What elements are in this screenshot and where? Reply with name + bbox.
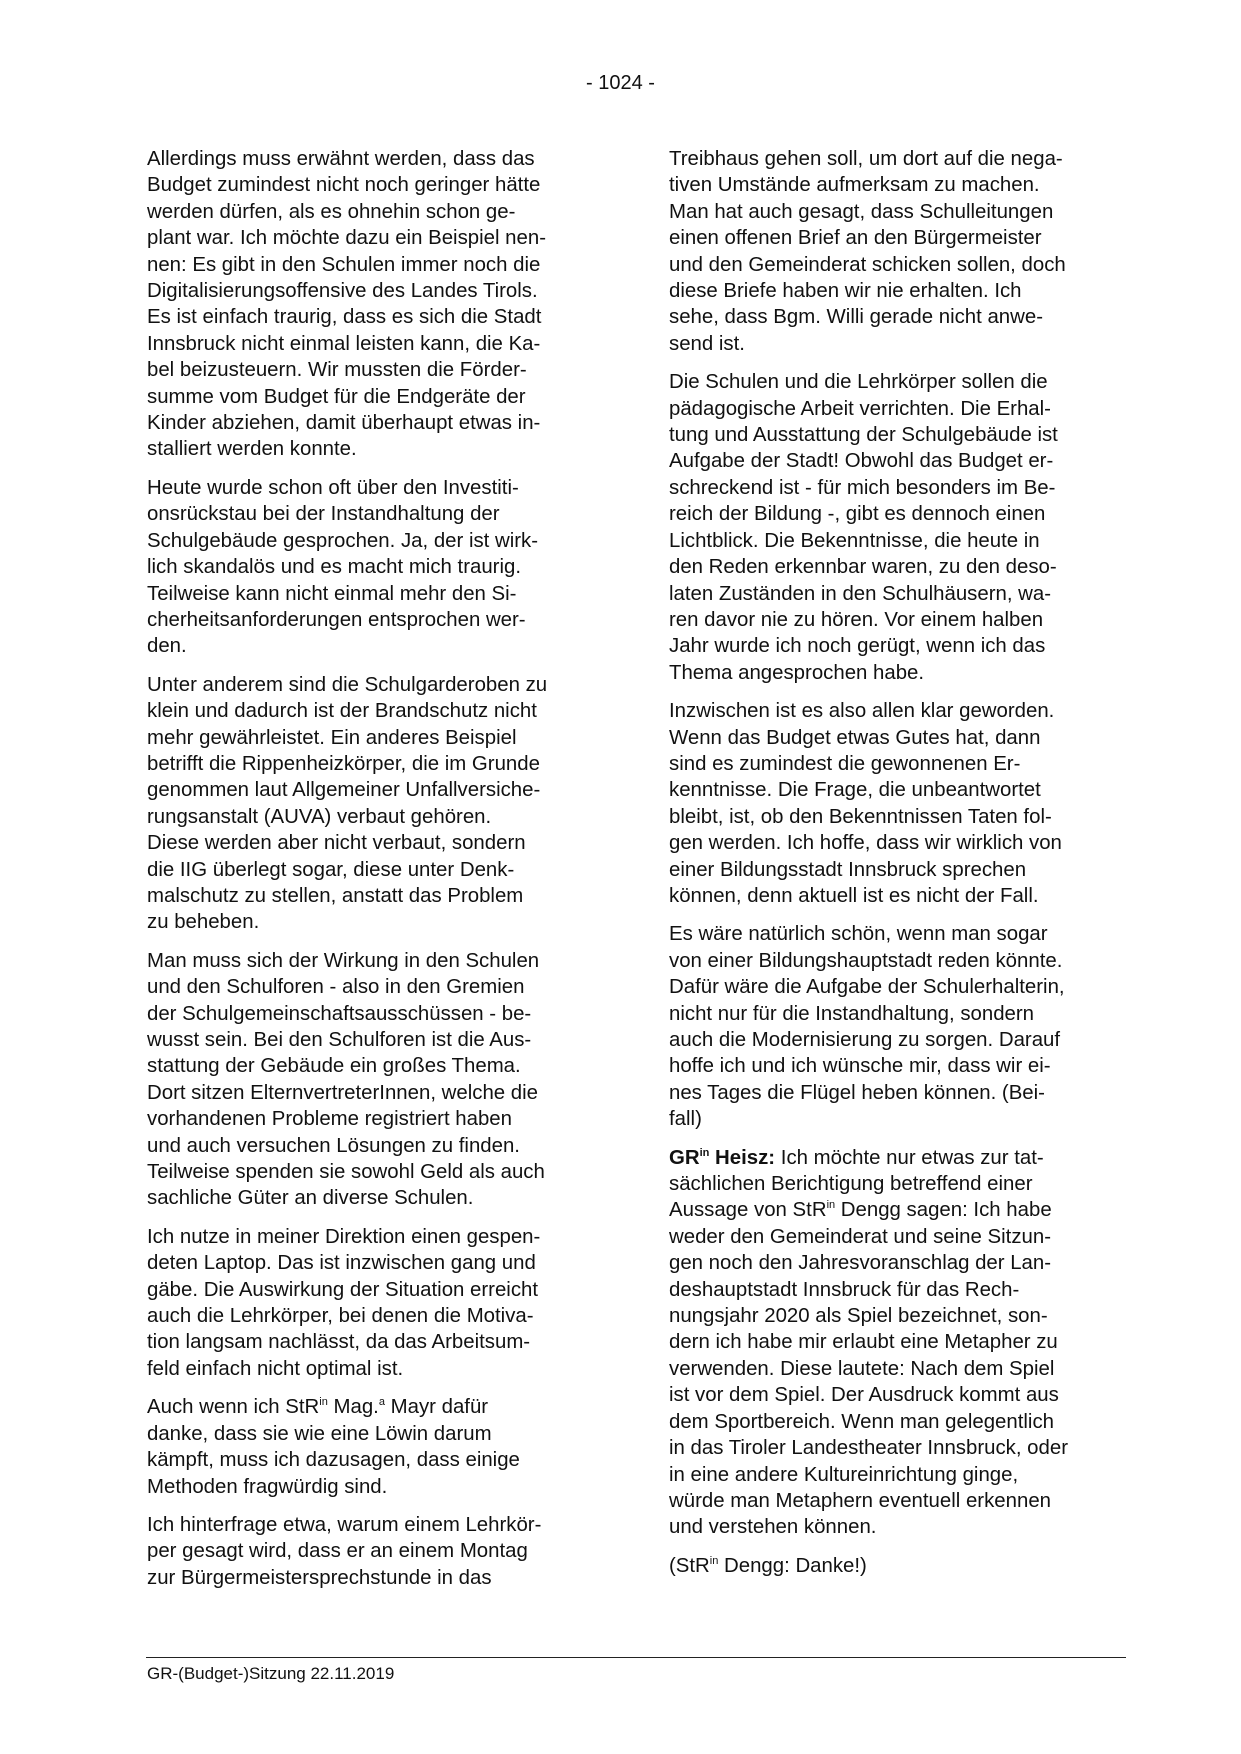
paragraph-mayr xyxy=(147,1394,599,1500)
text-run: Ich möchte nur etwas zur tat- sächlichen Berichtigung betreffend einer Aussage von StR xyxy=(669,1146,1044,1222)
paragraph: Inzwischen ist es also allen klar geworden. Wenn das Budget etwas Gutes hat, dann sind es zumindest die gewonnenen Er- kenntnisse. Die Frage, die unbeantwortet bleibt, ist, ob den Bekenntnissen Taten fol- gen werden. Ich hoffe, dass wir wirklich von einer Bildungsstadt Innsbruck sprechen können, denn aktuell ist es nicht der Fall. xyxy=(669,700,1062,907)
superscript: in xyxy=(709,1554,719,1567)
superscript: in xyxy=(826,1199,836,1212)
superscript: in xyxy=(319,1396,328,1409)
footer-divider xyxy=(146,1657,1126,1658)
text-run: Dengg sagen: Ich habe weder den Gemeinderat und seine Sitzun- gen noch den Jahresvoranschlag der Lan- deshauptstadt Innsbruck für das Rech- nungsjahr 2020 als Spiel bezeichnet, son- dern ich habe mir erlaubt eine Metapher zu verwenden. Diese lautete: Nach dem Spiel ist vor dem Spiel. Der Ausdruck kommt aus dem Sportbereich. Wenn man gelegentlich in das Tiroler Landestheater Innsbruck, oder in eine andere Kultureinrichtung ginge, würde man Metaphern eventuell erkennen und verstehen können. xyxy=(669,1199,1068,1539)
page-number: - 1024 - xyxy=(586,72,655,94)
speaker-name xyxy=(669,1147,775,1169)
text-run: Mag. xyxy=(327,1396,379,1419)
paragraph: Allerdings muss erwähnt werden, dass das Budget zumindest nicht noch geringer hätte werden dürfen, als es ohnehin schon ge- plant war. Ich möchte dazu ein Beispiel nen- nen: Es gibt in den Schulen immer noch die Digitalisierungsoffensive des Landes Tirols. Es ist einfach traurig, dass es sich die Stadt Innsbruck nicht einmal leisten kann, die Ka- bel beizusteuern. Wir mussten die Förder- summe vom Budget für die Endgeräte der Kinder abziehen, damit überhaupt etwas in- stalliert werden konnte. xyxy=(147,148,546,461)
text-run: GR xyxy=(669,1146,700,1169)
paragraph: Treibhaus gehen soll, um dort auf die nega- tiven Umstände aufmerksam zu machen. Man hat auch gesagt, dass Schulleitungen einen offenen Brief an den Bürgermeister und den Gemeinderat schicken sollen, doch diese Briefe haben wir nie erhalten. Ich sehe, dass Bgm. Willi gerade nicht anwe- send ist. xyxy=(669,148,1066,355)
left-column xyxy=(147,146,599,1603)
superscript: a xyxy=(378,1396,385,1409)
paragraph: Man muss sich der Wirkung in den Schulen und den Schulforen - also in den Gremien der Schulgemeinschaftsausschüssen - be- wusst sein. Bei den Schulforen ist die Aus- stattung der Gebäude ein großes Thema. Dort sitzen ElternvertreterInnen, welche die vorhandenen Probleme registriert haben und auch versuchen Lösungen zu finden. Teilweise spenden sie sowohl Geld als auch sachliche Güter an diverse Schulen. xyxy=(147,949,545,1210)
paragraph: Ich hinterfrage etwa, warum einem Lehrkör- per gesagt wird, dass er an einem Montag zur Bürgermeistersprechstunde in das xyxy=(147,1513,542,1589)
right-column xyxy=(669,146,1122,1591)
paragraph: Ich nutze in meiner Direktion einen gespen- deten Laptop. Das ist inzwischen gang und gäbe. Die Auswirkung der Situation erreicht auch die Lehrkörper, bei denen die Motiva- tion langsam nachlässt, da das Arbeitsum- feld einfach nicht optimal ist. xyxy=(147,1225,541,1380)
superscript: in xyxy=(699,1146,710,1159)
text-run: Mayr dafür danke, dass sie wie eine Löwin darum kämpft, muss ich dazusagen, dass einige Methoden fragwürdig sind. xyxy=(147,1396,520,1498)
paragraph: Unter anderem sind die Schulgarderoben zu klein und dadurch ist der Brandschutz nicht mehr gewährleistet. Ein anderes Beispiel betrifft die Rippenheizkörper, die im Grunde genommen laut Allgemeiner Unfallversiche- rungsanstalt (AUVA) verbaut gehören. Diese werden aber nicht verbaut, sondern die IIG überlegt sogar, diese unter Denk- malschutz zu stellen, anstatt das Problem zu beheben. xyxy=(147,673,548,934)
paragraph-heisz xyxy=(669,1145,1122,1541)
paragraph: Heute wurde schon oft über den Investiti- onsrückstau bei der Instandhaltung der Schulgebäude gesprochen. Ja, der ist wirk- lich skandalös und es macht mich traurig. Teilweise kann nicht einmal mehr den Si- cherheitsanforderungen entsprochen wer- den. xyxy=(147,476,539,658)
text-run: (StR xyxy=(669,1554,710,1577)
paragraph: Es wäre natürlich schön, wenn man sogar von einer Bildungshauptstadt reden könnte. Dafür wäre die Aufgabe der Schulerhalterin, nicht nur für die Instandhaltung, sondern auch die Modernisierung zu sorgen. Darauf hoffe ich und ich wünsche mir, dass wir ei- nes Tages die Flügel heben können. (Bei- fall) xyxy=(669,923,1065,1131)
footer-text: GR-(Budget-)Sitzung 22.11.2019 xyxy=(147,1664,395,1683)
text-run: Auch wenn ich StR xyxy=(147,1396,320,1419)
interjection xyxy=(669,1553,1122,1579)
paragraph: Die Schulen und die Lehrkörper sollen die pädagogische Arbeit verrichten. Die Erhal- tung und Ausstattung der Schulgebäude ist Aufgabe der Stadt! Obwohl das Budget er- schreckend ist - für mich besonders im Be- reich der Bildung -, gibt es dennoch einen Lichtblick. Die Bekenntnisse, die heute in den Reden erkennbar waren, zu den deso- laten Zuständen in den Schulhäusern, wa- ren davor nie zu hören. Vor einem halben Jahr wurde ich noch gerügt, wenn ich das Thema angesprochen habe. xyxy=(669,371,1058,684)
text-run: Heisz: xyxy=(709,1146,776,1169)
text-run: Dengg: Danke!) xyxy=(718,1554,867,1577)
